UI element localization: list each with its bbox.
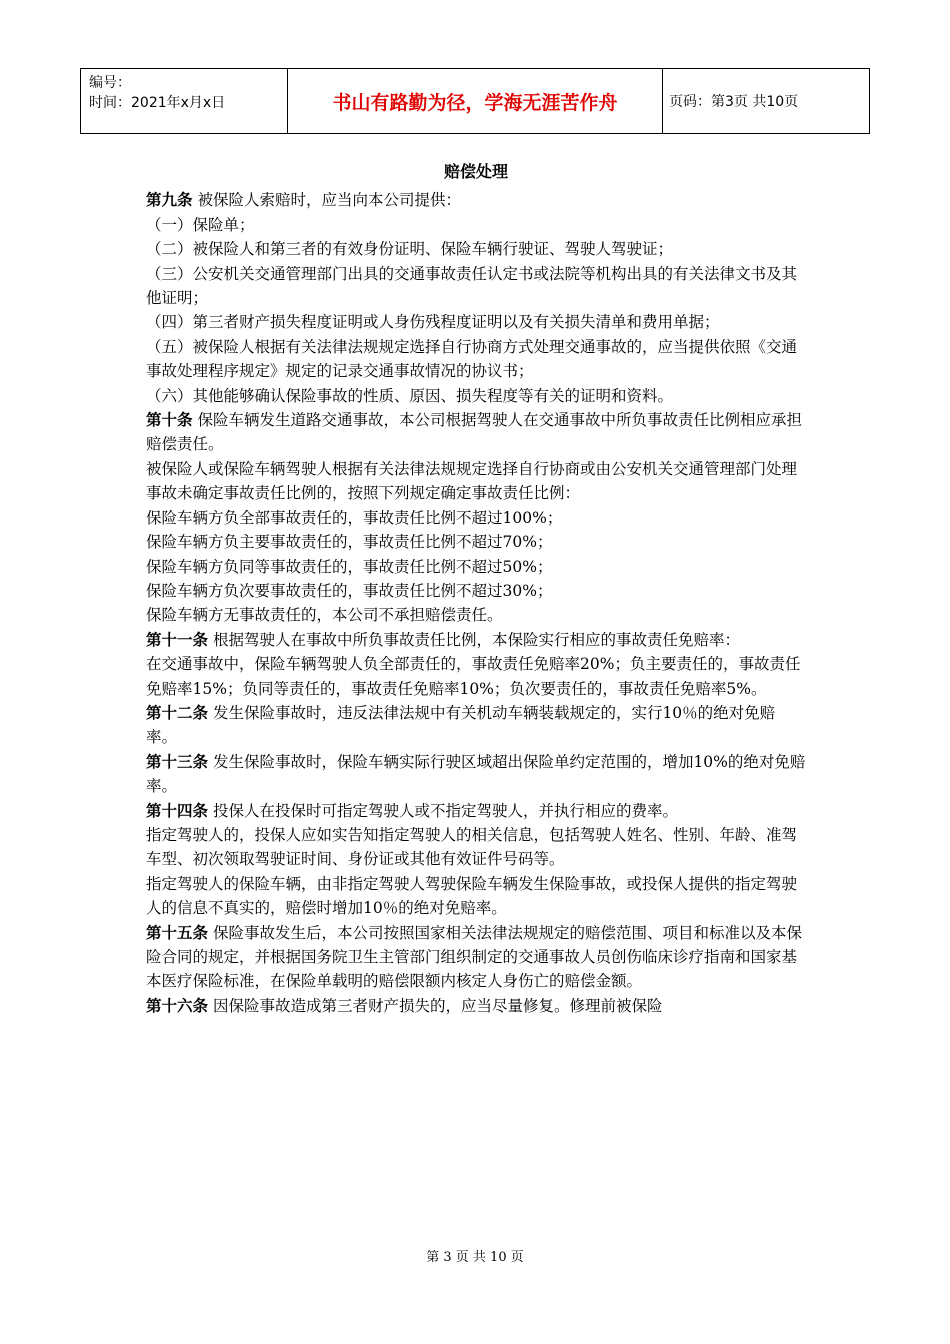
- paragraph: [146, 921, 806, 994]
- paragraph: [146, 262, 806, 311]
- paragraph: [146, 628, 806, 652]
- paragraph-text: （三）公安机关交通管理部门出具的交通事故责任认定书或法院等机构出具的有关法律文书及其他证明；: [146, 264, 798, 308]
- paragraph: [146, 652, 806, 701]
- article-number: 第九条: [146, 191, 193, 210]
- paragraph-text: 保险车辆发生道路交通事故，本公司根据驾驶人在交通事故中所负事故责任比例相应承担赔偿责任。: [146, 411, 802, 454]
- paragraph: [146, 335, 806, 384]
- paragraph: [146, 579, 806, 603]
- header-motto: 书山有路勤为径，学海无涯苦作舟: [288, 69, 663, 134]
- paragraph: [146, 799, 806, 823]
- document-body: [146, 160, 806, 1018]
- paragraph-text: （五）被保险人根据有关法律法规规定选择自行协商方式处理交通事故的，应当提供依照《交通事故处理程序规定》规定的记录交通事故情况的协议书；: [146, 337, 798, 381]
- paragraph-text: 被保险人或保险车辆驾驶人根据有关法律法规规定选择自行协商或由公安机关交通管理部门处理事故未确定事故责任比例的，按照下列规定确定事故责任比例：: [146, 459, 798, 503]
- paragraph: [146, 750, 806, 799]
- paragraph-text: 指定驾驶人的保险车辆，由非指定驾驶人驾驶保险车辆发生保险事故，或投保人提供的指定驾驶人的信息不真实的，赔偿时增加10％的绝对免赔率。: [146, 874, 798, 918]
- paragraph-text: 保险车辆方负同等事故责任的，事故责任比例不超过50%；: [146, 557, 553, 576]
- paragraph: [146, 603, 806, 627]
- paragraph-text: 被保险人索赔时，应当向本公司提供：: [192, 191, 461, 210]
- paragraph: [146, 188, 806, 212]
- paragraph: [146, 823, 806, 872]
- paragraph: [146, 530, 806, 554]
- paragraph: [146, 701, 806, 750]
- paragraph-text: 在交通事故中，保险车辆驾驶人负全部责任的，事故责任免赔率20%；负主要责任的，事故责任免赔率15%；负同等责任的，事故责任免赔率10%；负次要责任的，事故责任免赔率5%。: [146, 655, 801, 698]
- paragraph-text: 因保险事故造成第三者财产损失的，应当尽量修复。修理前被保险: [208, 996, 663, 1015]
- paragraph-text: 投保人在投保时可指定驾驶人或不指定驾驶人，并执行相应的费率。: [208, 801, 678, 820]
- paragraph-text: 保险事故发生后，本公司按照国家相关法律法规规定的赔偿范围、项目和标准以及本保险合同的规定，并根据国务院卫生主管部门组织制定的交通事故人员创伤临床诊疗指南和国家基本医疗保险标准，在保险单载明的赔偿限额内核定人身伤亡的赔偿金额。: [146, 923, 802, 991]
- article-number: 第十四条: [146, 801, 209, 820]
- paragraph: [146, 555, 806, 579]
- paragraph-text: 发生保险事故时，违反法律法规中有关机动车辆装载规定的，实行10％的绝对免赔率。: [146, 703, 776, 747]
- paragraph-text: 保险车辆方无事故责任的，本公司不承担赔偿责任。: [146, 606, 503, 625]
- paragraph-text: （四）第三者财产损失程度证明或人身伤残程度证明以及有关损失清单和费用单据；: [146, 313, 720, 332]
- paragraph-text: （六）其他能够确认保险事故的性质、原因、损失程度等有关的证明和资料。: [146, 386, 674, 405]
- paragraph: [146, 506, 806, 530]
- article-number: 第十六条: [146, 996, 209, 1015]
- paragraph: [146, 237, 806, 261]
- header-table: [80, 68, 870, 134]
- paragraph: [146, 310, 806, 334]
- paragraph: [146, 872, 806, 921]
- page-footer: 第 3 页 共 10 页: [426, 1250, 524, 1265]
- paragraph-text: 发生保险事故时，保险车辆实际行驶区域超出保险单约定范围的，增加10%的绝对免赔率。: [146, 752, 806, 796]
- article-number: 第十一条: [146, 630, 209, 649]
- paragraph-list: [146, 188, 806, 1018]
- article-number: 第十二条: [146, 703, 209, 722]
- header-meta-cell: [81, 69, 288, 134]
- header-page-info: 页码：第3页 共10页: [663, 69, 870, 134]
- paragraph: [146, 213, 806, 237]
- paragraph-text: 保险车辆方负全部事故责任的，事故责任比例不超过100%；: [146, 508, 563, 527]
- article-number: 第十五条: [146, 923, 209, 942]
- article-number: 第十三条: [146, 752, 209, 771]
- paragraph: [146, 457, 806, 506]
- paragraph: [146, 994, 806, 1018]
- document-number-label: 编号：: [89, 75, 131, 91]
- paragraph-text: 保险车辆方负主要事故责任的，事故责任比例不超过70%；: [146, 533, 553, 552]
- paragraph-text: （一）保险单；: [146, 215, 255, 234]
- paragraph: [146, 408, 806, 457]
- paragraph: [146, 384, 806, 408]
- document-date: 时间：2021年x月x日: [89, 95, 226, 111]
- article-number: 第十条: [146, 411, 193, 430]
- paragraph-text: （二）被保险人和第三者的有效身份证明、保险车辆行驶证、驾驶人驾驶证；: [146, 240, 674, 259]
- section-title: 赔偿处理: [443, 162, 508, 181]
- paragraph-text: 保险车辆方负次要事故责任的，事故责任比例不超过30%；: [146, 581, 553, 600]
- paragraph-text: 指定驾驶人的，投保人应如实告知指定驾驶人的相关信息，包括驾驶人姓名、性别、年龄、准驾车型、初次领取驾驶证时间、身份证或其他有效证件号码等。: [146, 825, 798, 869]
- paragraph-text: 根据驾驶人在事故中所负事故责任比例，本保险实行相应的事故责任免赔率：: [208, 630, 740, 649]
